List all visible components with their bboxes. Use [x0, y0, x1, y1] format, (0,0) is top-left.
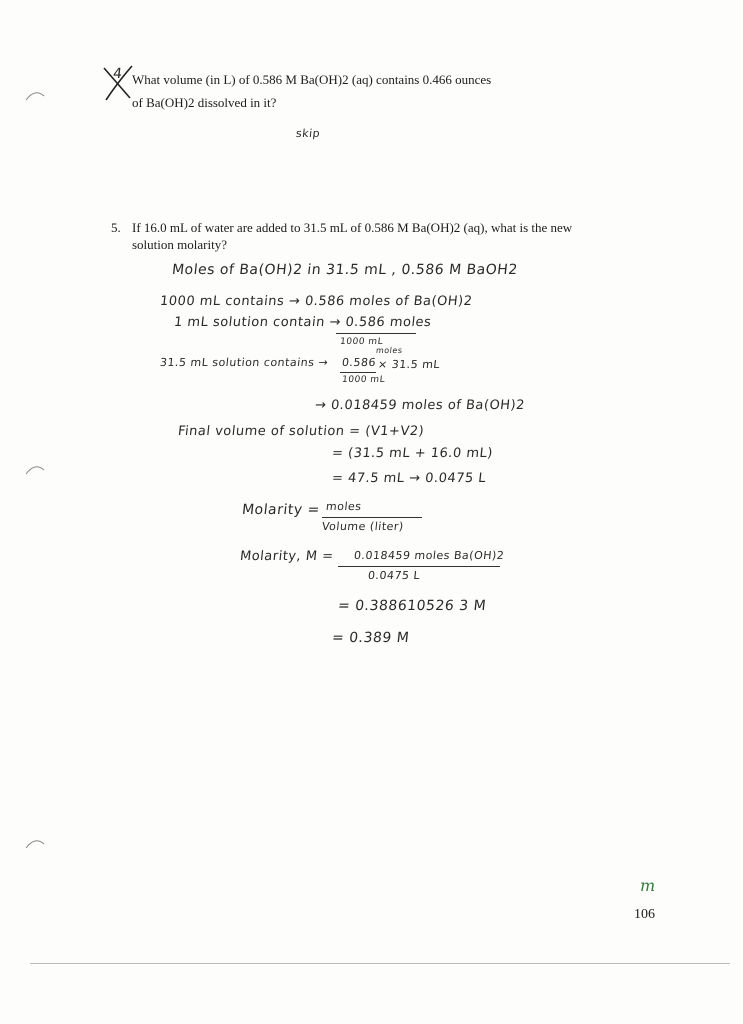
question5-text-line2: solution molarity? — [132, 237, 227, 252]
work-line-31-5ml-numerator: 0.586 — [341, 356, 377, 369]
binder-hole-mark — [24, 462, 46, 476]
fraction-bar — [338, 566, 500, 567]
question4-text-line1: What volume (in L) of 0.586 M Ba(OH)2 (aq) contains 0.466 ounces — [132, 72, 492, 87]
binder-hole-mark — [24, 836, 46, 850]
work-line-1ml: 1 mL solution contain → 0.586 moles — [173, 315, 433, 330]
work-line-moles-result: → 0.018459 moles of Ba(OH)2 — [314, 398, 526, 413]
question5-number: 5. — [111, 220, 121, 235]
question-number-handwritten: 4 — [112, 66, 124, 82]
page-bottom-rule — [30, 963, 730, 964]
work-line-molarity-numerator: moles — [325, 500, 363, 513]
cross-mark-icon — [100, 64, 136, 102]
work-line-molarity-raw: = 0.388610526 3 M — [337, 598, 487, 614]
work-line-molarity-calc-denominator: 0.0475 L — [367, 569, 421, 582]
work-line-volume-result: = 47.5 mL → 0.0475 L — [331, 471, 487, 486]
work-line-1ml-denominator: 1000 mL — [339, 337, 384, 347]
work-line-31-5ml-denominator: 1000 mL — [341, 375, 386, 385]
grader-initials: m — [640, 876, 656, 895]
work-line-molarity-denominator: Volume (liter) — [321, 520, 405, 533]
question4-text-line2: of Ba(OH)2 dissolved in it? — [132, 95, 277, 110]
work-line-molarity-calc-numerator: 0.018459 moles Ba(OH)2 — [353, 549, 505, 562]
work-line-final-volume: Final volume of solution = (V1+V2) — [177, 424, 425, 439]
binder-hole-mark — [24, 88, 46, 102]
work-line-molarity-calc: Molarity, M = — [239, 549, 335, 564]
page-number: 106 — [634, 907, 655, 922]
skip-note: skip — [295, 127, 321, 140]
work-line-moles-statement: Moles of Ba(OH)2 in 31.5 mL , 0.586 M BaOH2 — [171, 262, 519, 278]
fraction-bar — [336, 333, 416, 334]
work-line-1000ml: 1000 mL contains → 0.586 moles of Ba(OH)2 — [159, 294, 474, 309]
work-line-31-5ml-multiplier: × 31.5 mL — [377, 358, 441, 371]
work-line-volume-sum: = (31.5 mL + 16.0 mL) — [331, 446, 494, 461]
final-answer: = 0.389 M — [331, 630, 411, 646]
work-line-31-5ml-unit: moles — [375, 346, 403, 355]
work-line-31-5ml: 31.5 mL solution contains → — [159, 356, 329, 369]
fraction-bar — [322, 517, 422, 518]
question5-text-line1: If 16.0 mL of water are added to 31.5 mL of 0.586 M Ba(OH)2 (aq), what is the new — [132, 220, 573, 235]
fraction-bar — [340, 372, 376, 373]
work-line-molarity-definition: Molarity = — [241, 502, 321, 518]
